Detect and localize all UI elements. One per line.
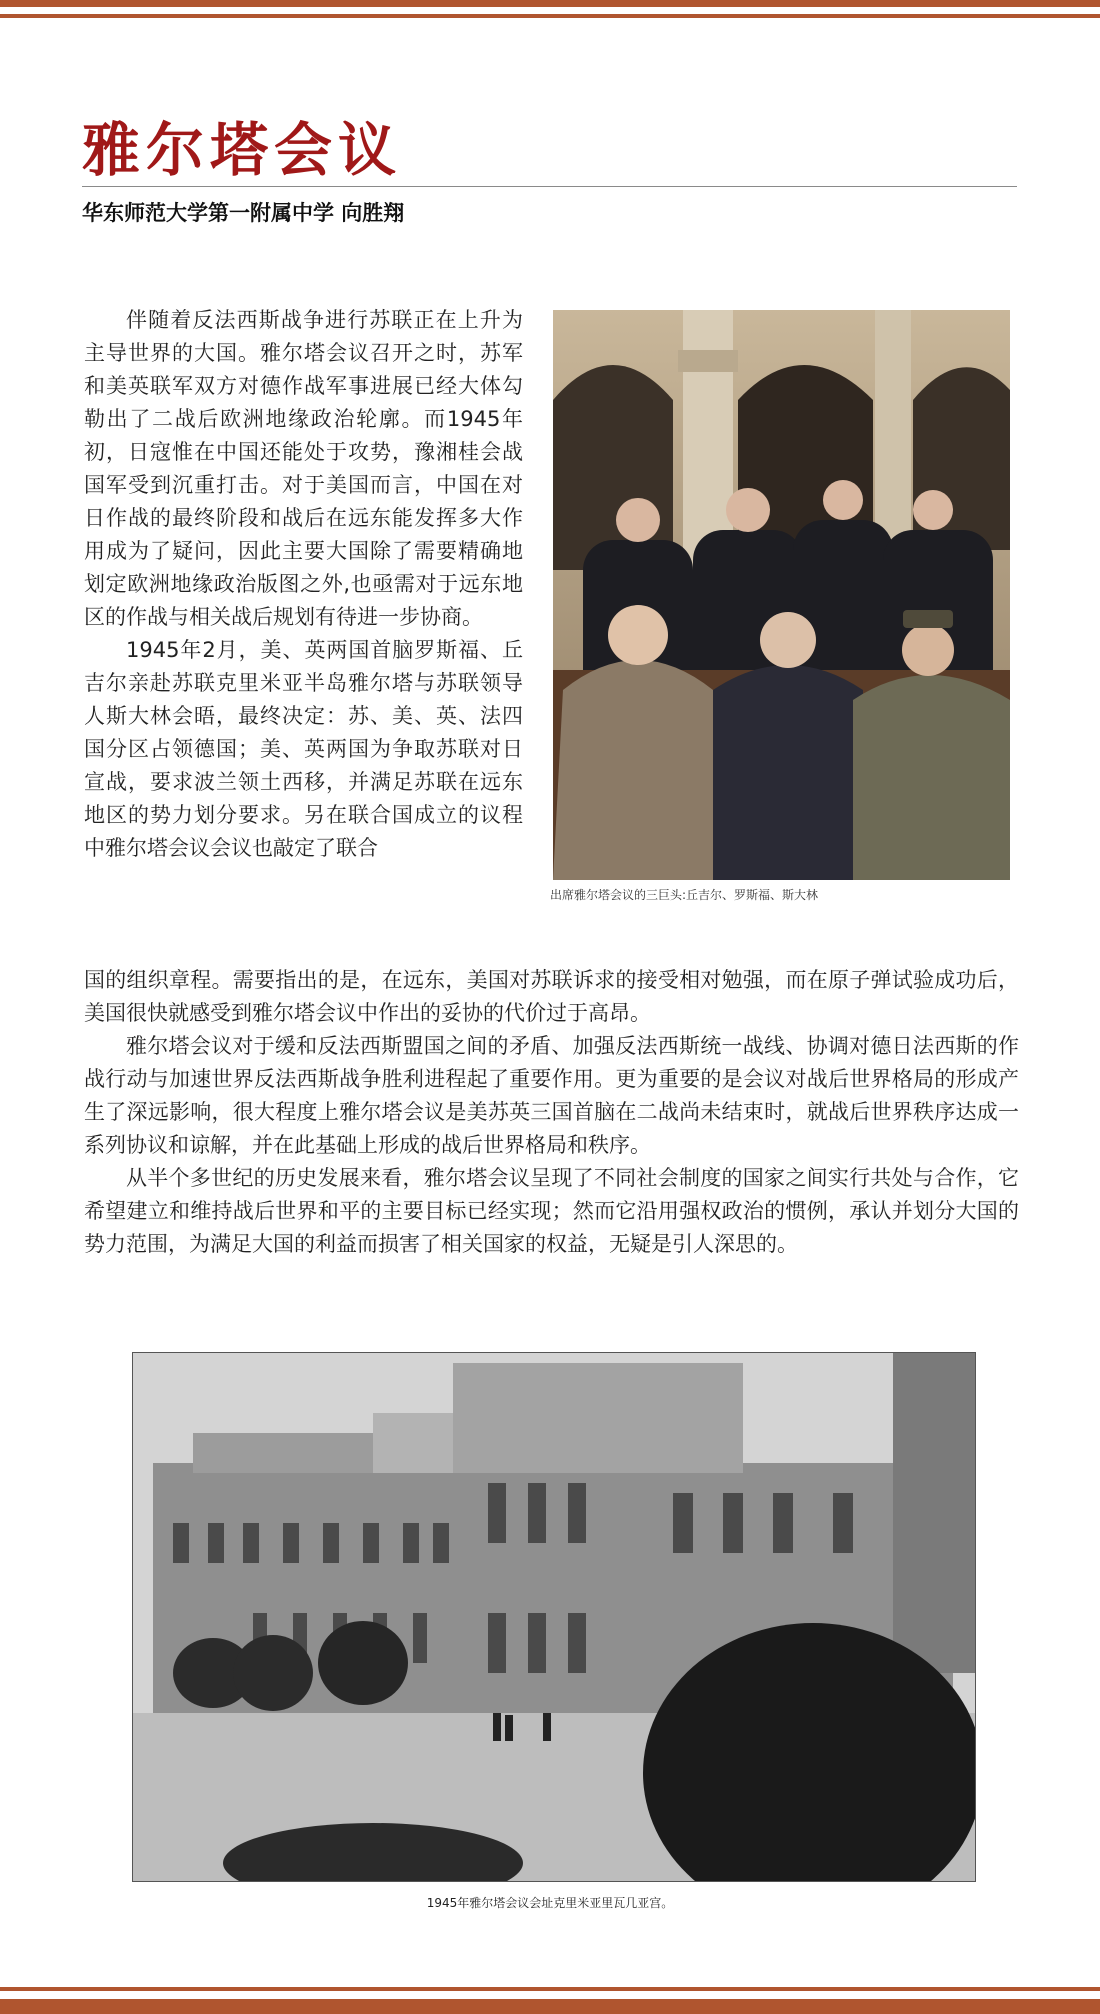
bottom-band-thin [0,1987,1100,1991]
paragraph-4: 从半个多世纪的历史发展来看，雅尔塔会议呈现了不同社会制度的国家之间实行共处与合作，它希望建立和维持战后世界和平的主要目标已经实现；然而它沿用强权政治的惯例，承认并划分大国的势力范围，为满足大国的利益而损害了相关国家的权益，无疑是引人深思的。 [84,1166,1019,1256]
livadia-palace-photo [132,1352,976,1882]
paragraph-2: 1945年2月，美、英两国首脑罗斯福、丘吉尔亲赴苏联克里米亚半岛雅尔塔与苏联领导人斯大林会晤，最终决定：苏、美、英、法四国分区占领德国；美、英两国为争取苏联对日宣战，要求波兰领土西移，并满足苏联在远东地区的势力划分要求。另在联合国成立的议程中雅尔塔会议会议也敲定了联合 [84,638,523,860]
paragraph-2-continued: 国的组织章程。需要指出的是，在远东，美国对苏联诉求的接受相对勉强，而在原子弹试验成功后，美国很快就感受到雅尔塔会议中作出的妥协的代价过于高昂。 [84,968,1019,1025]
top-band-thick [0,0,1100,7]
page-title: 雅尔塔会议 [82,116,403,184]
photo-2-caption: 1945年雅尔塔会议会址克里米亚里瓦几亚宫。 [426,1896,674,1910]
top-band-thin [0,14,1100,18]
photo-1-caption: 出席雅尔塔会议的三巨头:丘吉尔、罗斯福、斯大林 [550,888,819,902]
big-three-photo [553,310,1010,880]
bottom-band-thick [0,1999,1100,2014]
full-width-text [84,964,1019,1261]
left-column-text [84,304,523,865]
author-line: 华东师范大学第一附属中学 向胜翔 [82,201,405,225]
paragraph-1: 伴随着反法西斯战争进行苏联正在上升为主导世界的大国。雅尔塔会议召开之时，苏军和美英联军双方对德作战军事进展已经大体勾勒出了二战后欧洲地缘政治轮廓。而1945年初，日寇惟在中国还能处于攻势，豫湘桂会战国军受到沉重打击。对于美国而言，中国在对日作战的最终阶段和战后在远东能发挥多大作用成为了疑问，因此主要大国除了需要精确地划定欧洲地缘政治版图之外,也亟需对于远东地区的作战与相关战后规划有待进一步协商。 [84,308,523,629]
title-divider [82,186,1017,187]
paragraph-3: 雅尔塔会议对于缓和反法西斯盟国之间的矛盾、加强反法西斯统一战线、协调对德日法西斯的作战行动与加速世界反法西斯战争胜利进程起了重要作用。更为重要的是会议对战后世界格局的形成产生了深远影响，很大程度上雅尔塔会议是美苏英三国首脑在二战尚未结束时，就战后世界秩序达成一系列协议和谅解，并在此基础上形成的战后世界格局和秩序。 [84,1034,1019,1157]
